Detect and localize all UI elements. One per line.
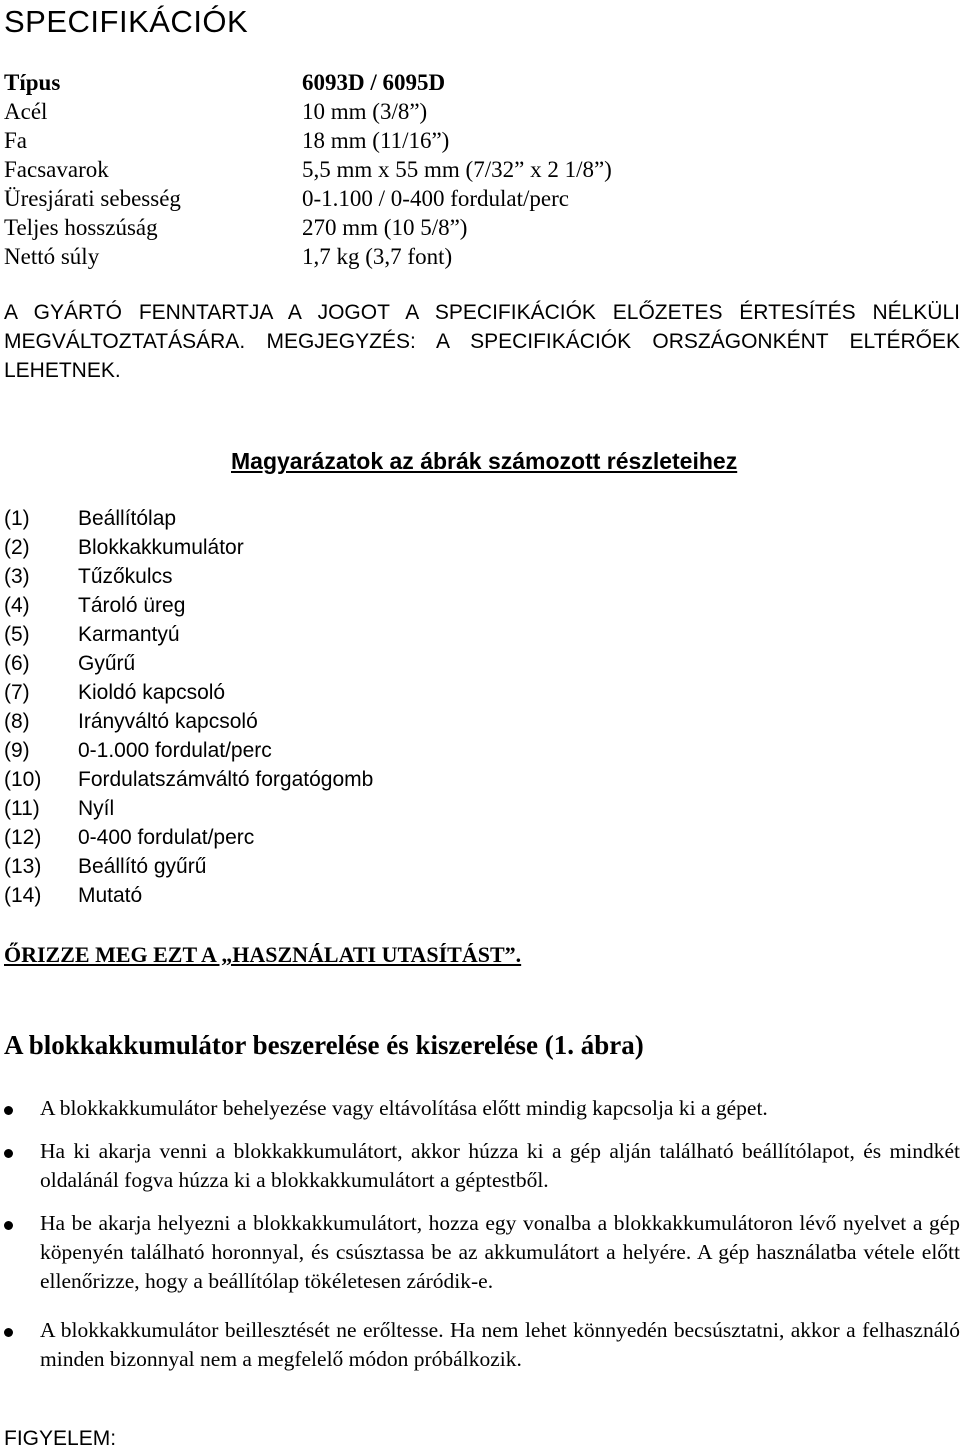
legend-number: (12) — [4, 826, 42, 849]
bullet-dot-icon — [4, 1106, 13, 1115]
legend-label: Beállító gyűrű — [78, 855, 207, 878]
warning-heading: FIGYELEM: — [4, 1427, 117, 1450]
spec-value: 0-1.100 / 0-400 fordulat/perc — [302, 186, 569, 211]
keep-manual-notice: ŐRIZZE MEG EZT A „HASZNÁLATI UTASÍTÁST”. — [4, 942, 522, 967]
spec-value: 10 mm (3/8”) — [302, 99, 428, 124]
spec-value: 1,7 kg (3,7 font) — [302, 244, 453, 269]
bullet-item — [4, 1316, 960, 1374]
spec-value: 18 mm (11/16”) — [302, 128, 450, 153]
legend-label: Gyűrű — [78, 652, 136, 675]
legend-label: Mutató — [78, 884, 143, 907]
spec-key: Facsavarok — [4, 157, 109, 182]
spec-key: Acél — [4, 99, 48, 124]
spec-key: Üresjárati sebesség — [4, 186, 181, 211]
legend-label: Karmantyú — [78, 623, 180, 646]
legend-number: (6) — [4, 652, 30, 675]
legend-number: (11) — [4, 797, 40, 820]
legend-title: Magyarázatok az ábrák számozott részleteihez — [231, 448, 738, 474]
legend-number: (3) — [4, 565, 30, 588]
section-title: A blokkakkumulátor beszerelése és kiszerelése (1. ábra) — [4, 1030, 644, 1060]
spec-notice: A GYÁRTÓ FENNTARTJA A JOGOT A SPECIFIKÁCIÓK ELŐZETES ÉRTESÍTÉS NÉLKÜLI MEGVÁLTOZTATÁSÁRA. MEGJEGYZÉS: A SPECIFIKÁCIÓK ORSZÁGONKÉNT ELTÉRŐEK LEHETNEK. — [4, 301, 960, 382]
spec-key: Típus — [4, 70, 61, 95]
bullet-item — [4, 1094, 960, 1123]
legend-label: Blokkakkumulátor — [78, 536, 244, 559]
legend-number: (5) — [4, 623, 30, 646]
spec-value: 270 mm (10 5/8”) — [302, 215, 468, 240]
spec-key: Teljes hosszúság — [4, 215, 158, 240]
legend-number: (14) — [4, 884, 42, 907]
bullet-text: A blokkakkumulátor behelyezése vagy eltávolítása előtt mindig kapcsolja ki a gépet. — [40, 1096, 768, 1120]
legend-number: (4) — [4, 594, 30, 617]
legend-number: (9) — [4, 739, 30, 762]
legend-label: Fordulatszámváltó forgatógomb — [78, 768, 374, 791]
legend-label: Tűzőkulcs — [78, 565, 173, 588]
bullet-item — [4, 1209, 960, 1296]
legend-label: Tároló üreg — [78, 594, 186, 617]
legend-label: Kioldó kapcsoló — [78, 681, 226, 704]
legend-number: (2) — [4, 536, 30, 559]
legend-label: Nyíl — [78, 797, 115, 820]
legend-number: (1) — [4, 507, 30, 530]
bullet-dot-icon — [4, 1149, 13, 1158]
legend-number: (7) — [4, 681, 30, 704]
legend-number: (8) — [4, 710, 30, 733]
legend-label: 0-400 fordulat/perc — [78, 826, 255, 849]
bullet-item — [4, 1137, 960, 1195]
legend-label: Beállítólap — [78, 507, 177, 530]
legend-number: (10) — [4, 768, 42, 791]
bullet-text: Ha ki akarja venni a blokkakkumulátort, akkor húzza ki a gép alján található beállítólapot, és mindkét oldalánál fogva húzza ki a blokkakkumulátort a géptestből. — [40, 1139, 960, 1192]
bullet-text: Ha be akarja helyezni a blokkakkumulátort, hozza egy vonalba a blokkakkumulátoron lévő nyelvet a gép köpenyén található horonnyal, és csúsztassa be az akkumulátort a helyére. A gép használatba vétele előtt ellenőrizze, hogy a beállítólap tökéletesen záródik-e. — [40, 1211, 960, 1293]
bullet-text: A blokkakkumulátor beillesztését ne erőltesse. Ha nem lehet könnyedén becsúsztatni, akkor a felhasználó minden bizonnyal nem a megfelelő módon próbálkozik. — [40, 1318, 960, 1371]
spec-value: 6093D / 6095D — [302, 70, 446, 95]
bullet-dot-icon — [4, 1328, 13, 1337]
legend-label: 0-1.000 fordulat/perc — [78, 739, 272, 762]
spec-key: Fa — [4, 128, 27, 153]
page-title: SPECIFIKÁCIÓK — [4, 4, 249, 39]
bullet-dot-icon — [4, 1221, 13, 1230]
spec-value: 5,5 mm x 55 mm (7/32” x 2 1/8”) — [302, 157, 612, 182]
legend-label: Irányváltó kapcsoló — [78, 710, 258, 733]
legend-number: (13) — [4, 855, 42, 878]
spec-key: Nettó súly — [4, 244, 100, 269]
